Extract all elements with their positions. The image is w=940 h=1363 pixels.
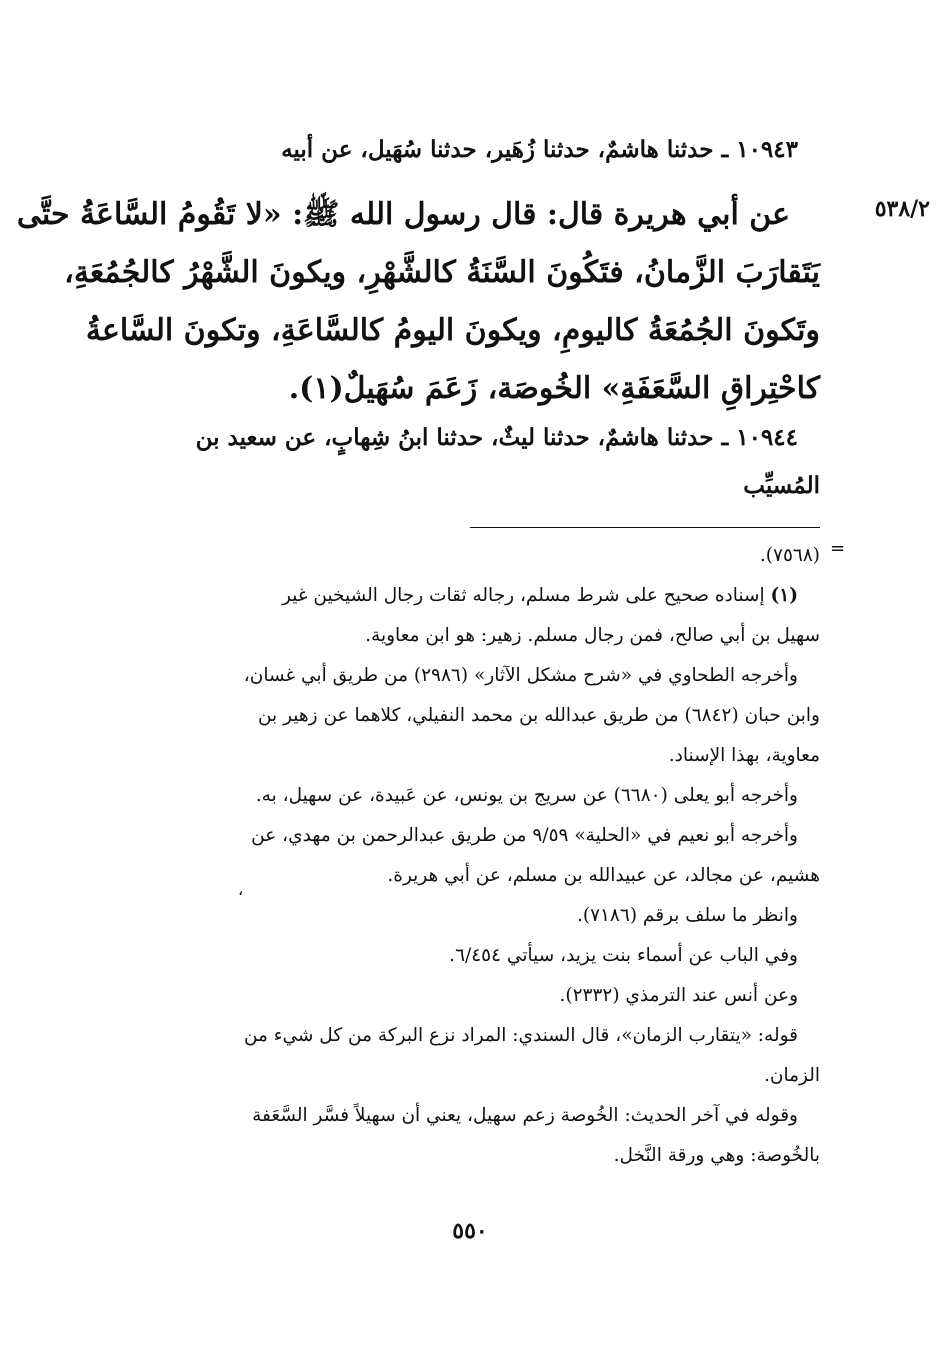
footnote-line: وقوله في آخر الحديث: الخُوصة زعم سهيل، يعني أن سهيلاً فسَّر السَّعَفة xyxy=(252,1105,798,1126)
footnote-line: وأخرجه أبو نعيم في «الحلية» ٩/٥٩ من طريق عبدالرحمن بن مهدي، عن xyxy=(251,825,798,846)
hadith-10944-line: ١٠٩٤٤ ـ حدثنا هاشمٌ، حدثنا ليثٌ، حدثنا ابنُ شِهابٍ، عن سعيد بن xyxy=(195,424,798,451)
stray-mark: ، xyxy=(238,880,244,899)
footnote-line: هشيم، عن مجالد، عن عبيدالله بن مسلم، عن أبي هريرة. xyxy=(387,865,820,886)
hadith-10943-line: عن أبي هريرة قال: قال رسول الله ﷺ: «لا تَقُومُ السَّاعَةُ حتَّى xyxy=(16,197,790,232)
footnote-line: الزمان. xyxy=(764,1065,820,1086)
footnotes xyxy=(112,536,820,1176)
footnote-line: وابن حبان (٦٨٤٢) من طريق عبدالله بن محمد النفيلي، كلاهما عن زهير بن xyxy=(257,705,820,726)
footnote-line: وانظر ما سلف برقم (٧١٨٦). xyxy=(576,905,798,926)
footnote-1-first-line xyxy=(112,576,820,616)
footnote-continued: (٧٥٦٨). xyxy=(759,545,820,566)
hadith-10944-text xyxy=(112,414,820,510)
hadith-10943-text xyxy=(16,186,820,418)
hadith-10943-line: يَتَقارَبَ الزَّمانُ، فتَكُونَ السَّنَةُ كالشَّهْرِ، ويكونَ الشَّهْرُ كالجُمُعَةِ، xyxy=(64,255,820,290)
continuation-mark: = xyxy=(830,538,846,559)
footnote-line: وعن أنس عند الترمذي (٢٣٣٢). xyxy=(559,985,798,1006)
footnote-line: قوله: «يتقارب الزمان»، قال السندي: المراد نزع البركة من كل شيء من xyxy=(243,1025,798,1046)
footnote-line: وأخرجه الطحاوي في «شرح مشكل الآثار» (٢٩٨٦) من طريق أبي غسان، xyxy=(243,665,798,686)
page-number: ٥٥٠ xyxy=(452,1218,488,1244)
footnote-line: سهيل بن أبي صالح، فمن رجال مسلم. زهير: هو ابن معاوية. xyxy=(365,625,820,646)
footnote-separator xyxy=(470,527,820,528)
footnote-line: وفي الباب عن أسماء بنت يزيد، سيأتي ٦/٤٥٤. xyxy=(449,945,798,966)
hadith-10943-line: وتَكونَ الجُمُعَةُ كاليومِ، ويكونَ اليومُ كالسَّاعَةِ، وتكونَ السَّاعةُ xyxy=(85,313,820,348)
hadith-10943-header: ١٠٩٤٣ ـ حدثنا هاشمٌ، حدثنا زُهَير، حدثنا سُهَيل، عن أبيه xyxy=(281,136,798,163)
hadith-10943-header-block xyxy=(112,126,820,174)
hadith-10944-line: المُسيِّب xyxy=(743,472,820,499)
footnote-line: إسناده صحيح على شرط مسلم، رجاله ثقات رجال الشيخين غير xyxy=(282,585,771,606)
footnote-line: معاوية، بهذا الإسناد. xyxy=(668,745,820,766)
hadith-10943-line: كاحْتِراقِ السَّعَفَةِ» الخُوصَة، زَعَمَ سُهَيلٌ(١). xyxy=(288,371,820,406)
margin-reference: ٥٣٨/٢ xyxy=(874,196,930,222)
footnote-number: (١) xyxy=(770,585,798,606)
footnote-line: وأخرجه أبو يعلى (٦٦٨٠) عن سريج بن يونس، عن عَبيدة، عن سهيل، به. xyxy=(255,785,798,806)
footnote-line: بالخُوصة: وهي ورقة النَّخل. xyxy=(613,1145,820,1166)
